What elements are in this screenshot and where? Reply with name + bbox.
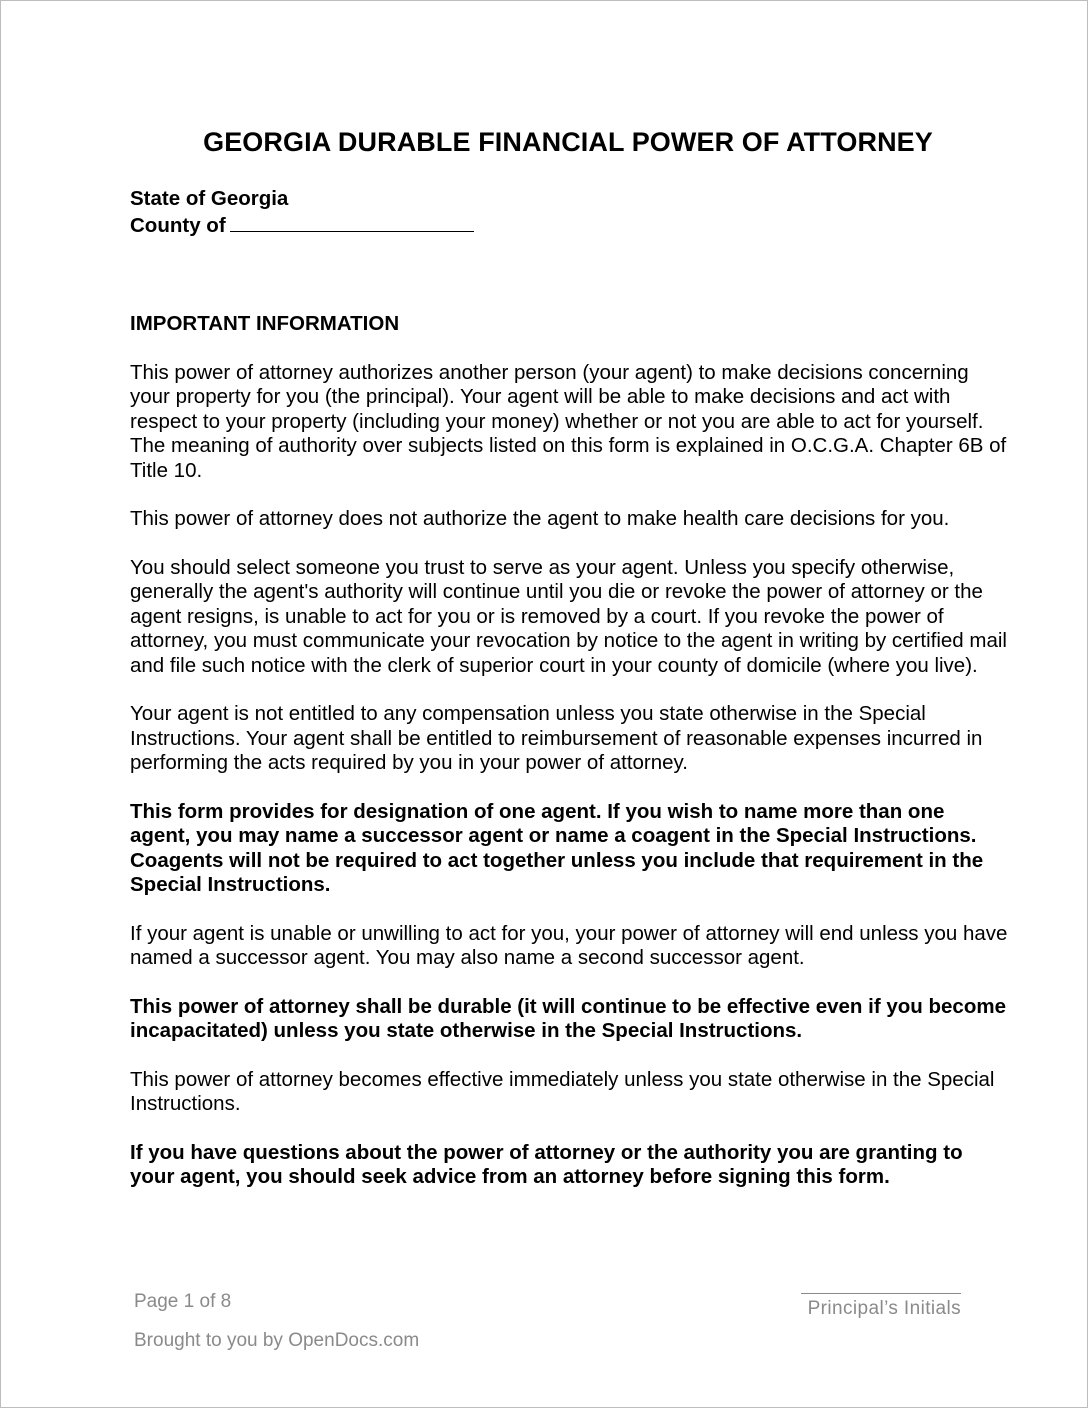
paragraph-effective: This power of attorney becomes effective immediately unless you state otherwise in the Special Instructions. [130,1067,995,1115]
paragraph-select-agent: You should select someone you trust to serve as your agent. Unless you specify otherwise, generally the agent's authority will continue until you die or revoke the power of attorney or the agent resigns, is unable to act for you or is removed by a court. If you revoke the power of attorney, you must communicate your revocation by notice to the agent in writing by certified mail and file such notice with the clerk of superior court in your county of domicile (where you live). [130,555,1007,677]
page-footer [134,1291,420,1351]
document-body [130,187,1010,1190]
paragraph-successor-agent: If your agent is unable or unwilling to act for you, your power of attorney will end unless you have named a successor agent. You may also name a second successor agent. [130,921,1008,969]
paragraph-agent-authority: This power of attorney authorizes another person (your agent) to make decisions concerning your property for you (the principal). Your agent will be able to make decisions and act with respect to your property (including your money) whether or not you are able to act for yourself. The meaning of authority over subjects listed on this form is explained in O.C.G.A. Chapter 6B of Title 10. [130,360,1007,482]
initials-line[interactable] [801,1293,961,1294]
county-line [130,212,1010,239]
paragraph-one-agent: This form provides for designation of one agent. If you wish to name more than one agent, you may name a successor agent or name a coagent in the Special Instructions. Coagents will not be required to act together unless you include that requirement in the Special Instructions. [130,799,984,896]
paragraph-compensation: Your agent is not entitled to any compensation unless you state otherwise in the Special Instructions. Your agent shall be entitled to reimbursement of reasonable expenses incurred in performing the acts required by you in your power of attorney. [130,702,983,774]
state-label: State of Georgia [130,187,289,210]
jurisdiction-block [130,187,1010,238]
county-label: County of [130,213,226,237]
footer-credit: Brought to you by OpenDocs.com [134,1330,420,1351]
paragraph-health-care: This power of attorney does not authorize the agent to make health care decisions for you. [130,507,950,530]
section-heading: IMPORTANT INFORMATION [130,312,400,335]
document-title: GEORGIA DURABLE FINANCIAL POWER OF ATTORNEY [203,127,933,157]
initials-label: Principal’s Initials [807,1298,961,1319]
county-blank-field[interactable] [230,212,474,232]
initials-field[interactable] [801,1293,961,1320]
paragraph-seek-advice: If you have questions about the power of attorney or the authority you are granting to your agent, you should seek advice from an attorney before signing this form. [130,1140,963,1188]
page-number: Page 1 of 8 [134,1291,232,1312]
paragraph-durable: This power of attorney shall be durable (it will continue to be effective even if you become incapacitated) unless you state otherwise in the Special Instructions. [130,994,1006,1042]
